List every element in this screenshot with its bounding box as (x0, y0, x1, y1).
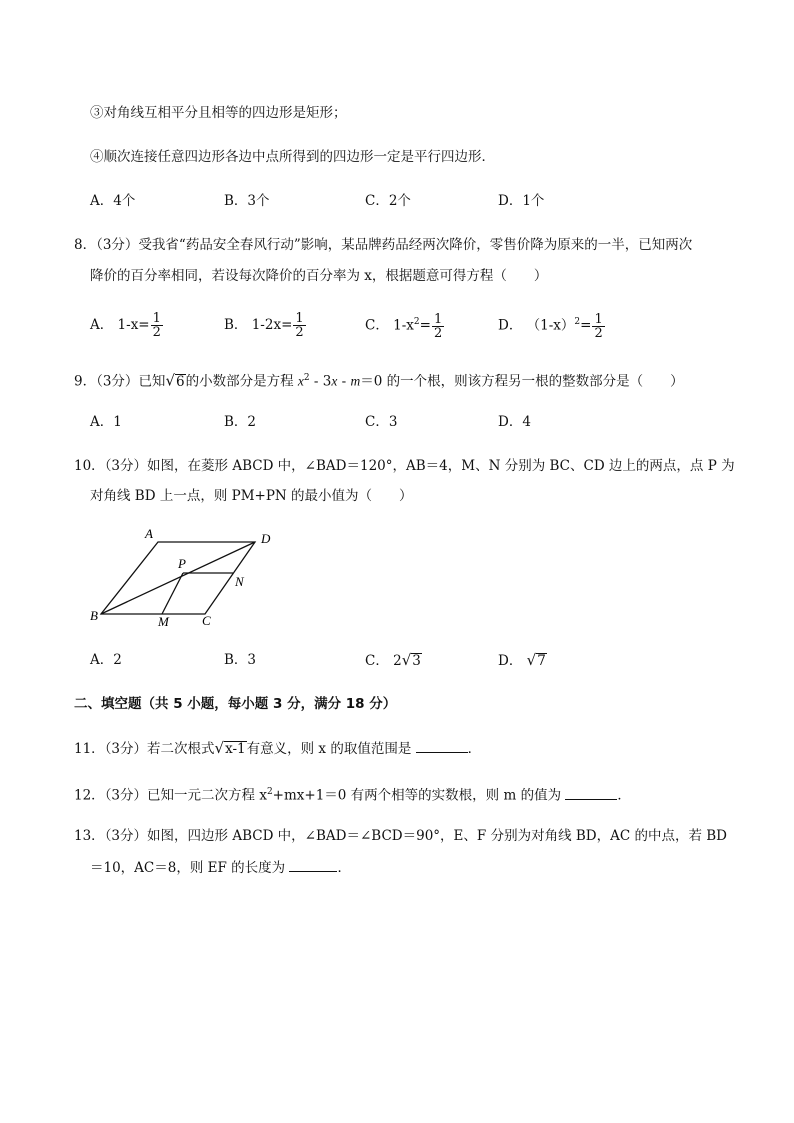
option-label: A． (90, 193, 114, 209)
label-d: D (261, 531, 271, 546)
question-end: ． (617, 787, 631, 804)
option-label: B． (224, 317, 248, 333)
sqrt-sign: √ (401, 651, 412, 669)
option-label: C． (365, 193, 389, 209)
statement-4: ④顺次连接任意四边形各边中点所得到的四边形一定是平行四边形． (90, 149, 495, 165)
question-text: 如图，在菱形 ABCD 中，∠BAD＝120°，AB＝4，M、N 分别为 BC、CD 边上的两点，点 P 为 (147, 458, 735, 474)
question-number: 10． (74, 458, 105, 474)
option-expr: 1-x= (117, 317, 150, 333)
equals-sign: = (419, 317, 431, 334)
numerator: 1 (295, 311, 304, 326)
answer-blank[interactable] (565, 786, 617, 800)
q9-option-c[interactable] (365, 412, 397, 432)
question-number: 8． (74, 237, 97, 253)
question-score: （3分） (96, 373, 139, 390)
option-text: 2 (247, 414, 257, 430)
question-text: 受我省“药品安全春风行动”影响，某品牌药品经两次降价，零售价降为原来的一半，已知两次 (138, 237, 693, 253)
answer-blank[interactable] (289, 858, 337, 872)
radicand: 6 (176, 373, 185, 390)
q7-option-d[interactable] (498, 191, 544, 211)
option-label: C． (365, 317, 389, 334)
question-text: 有意义，则 x 的取值范围是 (246, 741, 412, 757)
question-text: ＝0 的一个根，则该方程另一根的整数部分是（ ） (360, 373, 684, 390)
q8-option-a[interactable] (90, 312, 164, 339)
sqrt-sign: √ (214, 739, 225, 757)
q8-stem-line1 (74, 235, 692, 255)
q9-option-b[interactable] (224, 412, 256, 432)
radicand: 3 (412, 653, 421, 669)
exponent: 2 (574, 317, 581, 327)
question-number: 13． (74, 828, 105, 844)
rhombus-figure (85, 522, 285, 632)
question-score: （3分） (104, 828, 148, 844)
option-label: D． (498, 414, 523, 430)
label-c: C (202, 613, 211, 628)
option-expr: （1-x） (526, 317, 575, 334)
q10-stem-line1 (74, 456, 735, 476)
fraction (432, 313, 444, 340)
section-heading: 二、填空题（共 5 小题，每小题 3 分，满分 18 分） (74, 696, 397, 712)
q12-stem (74, 782, 631, 806)
question-text: 的小数部分是方程 (185, 373, 294, 390)
fraction (293, 312, 305, 339)
label-a: A (145, 526, 153, 541)
question-score: （3分） (104, 787, 148, 804)
question-text: 已知一元二次方程 x (147, 787, 267, 804)
option-text: 4个 (113, 193, 136, 209)
label-p: P (178, 556, 186, 571)
option-label: D． (498, 317, 523, 334)
variable: m (350, 373, 361, 389)
radicand: x-1 (225, 741, 246, 757)
denominator: 2 (295, 325, 304, 340)
q10-option-a[interactable] (90, 650, 122, 670)
denominator: 2 (433, 325, 443, 341)
question-score: （3分） (96, 237, 139, 253)
coefficient: 2 (393, 653, 402, 669)
q8-option-b[interactable] (224, 312, 307, 339)
radicand: 7 (537, 653, 546, 669)
exponent: 2 (266, 787, 273, 797)
question-number: 12． (74, 787, 105, 804)
question-number: 9． (74, 373, 97, 390)
variable: x (331, 373, 338, 389)
diagonal-bd (101, 542, 255, 614)
question-score: （3分） (104, 458, 148, 474)
q11-stem (74, 738, 481, 759)
equation-part: - (337, 373, 351, 390)
label-b: B (90, 608, 98, 623)
sqrt-sign: √ (165, 371, 175, 390)
label-n: N (235, 574, 244, 589)
option-label: D． (498, 653, 523, 669)
option-label: A． (90, 414, 114, 430)
q10-stem-line2: 对角线 BD 上一点，则 PM+PN 的最小值为（ ） (90, 488, 413, 504)
question-text: +mx+1＝0 有两个相等的实数根，则 m 的值为 (272, 787, 562, 804)
question-text: 若二次根式 (147, 741, 215, 757)
q8-stem-line2: 降价的百分率相同，若设每次降价的百分率为 x，根据题意可得方程（ ） (90, 268, 548, 284)
q9-option-d[interactable] (498, 412, 531, 432)
option-label: B． (224, 193, 248, 209)
question-text: 已知 (138, 373, 166, 390)
segment-pm (162, 573, 183, 614)
q7-option-c[interactable] (365, 191, 411, 211)
option-text: 1个 (522, 193, 545, 209)
equation-part: - 3 (309, 373, 332, 390)
option-label: C． (365, 653, 389, 669)
option-label: D． (498, 193, 523, 209)
numerator: 1 (433, 311, 443, 327)
exponent: 2 (303, 373, 310, 383)
question-score: （3分） (104, 741, 148, 757)
q7-option-a[interactable] (90, 191, 135, 211)
sqrt-sign: √ (526, 651, 537, 669)
question-end: ． (467, 741, 482, 757)
option-expr: 1-2x= (251, 317, 293, 333)
numerator: 1 (152, 311, 161, 326)
q13-stem-line2 (90, 858, 351, 878)
numerator: 1 (594, 311, 603, 327)
option-text: 2 (113, 652, 122, 668)
option-text: 4 (522, 414, 531, 430)
fraction (592, 313, 604, 340)
question-text: 如图，四边形 ABCD 中，∠BAD＝∠BCD＝90°，E、F 分别为对角线 BD，AC 的中点，若 BD (147, 828, 728, 844)
exponent: 2 (413, 317, 420, 327)
q9-option-a[interactable] (90, 412, 122, 432)
denominator: 2 (594, 325, 603, 341)
question-end: ． (337, 860, 351, 876)
variable: x (297, 373, 304, 389)
q9-stem (74, 368, 684, 392)
option-text: 1 (113, 414, 122, 430)
option-label: B． (224, 652, 248, 668)
denominator: 2 (152, 325, 161, 340)
q8-option-d[interactable] (498, 312, 606, 340)
option-text: 3个 (247, 193, 270, 209)
fraction (151, 312, 163, 339)
statement-3: ③对角线互相平分且相等的四边形是矩形； (90, 105, 347, 121)
q13-stem-line1 (74, 826, 727, 846)
option-text: 3 (388, 414, 398, 430)
option-text: 2个 (388, 193, 411, 209)
q8-option-c[interactable] (365, 312, 445, 340)
option-label: B． (224, 414, 248, 430)
option-text: 3 (247, 652, 257, 668)
option-label: A． (90, 652, 114, 668)
question-text: ＝10，AC＝8，则 EF 的长度为 (90, 860, 286, 876)
answer-blank[interactable] (416, 739, 468, 753)
equals-sign: = (580, 317, 592, 334)
option-label: C． (365, 414, 389, 430)
label-m: M (158, 614, 169, 629)
q7-option-b[interactable] (224, 191, 270, 211)
question-number: 11． (74, 741, 105, 757)
option-label: A． (90, 317, 114, 333)
option-expr: 1-x (393, 317, 414, 334)
q10-option-d[interactable] (498, 650, 547, 671)
q10-option-b[interactable] (224, 650, 256, 670)
q10-option-c[interactable] (365, 650, 422, 671)
